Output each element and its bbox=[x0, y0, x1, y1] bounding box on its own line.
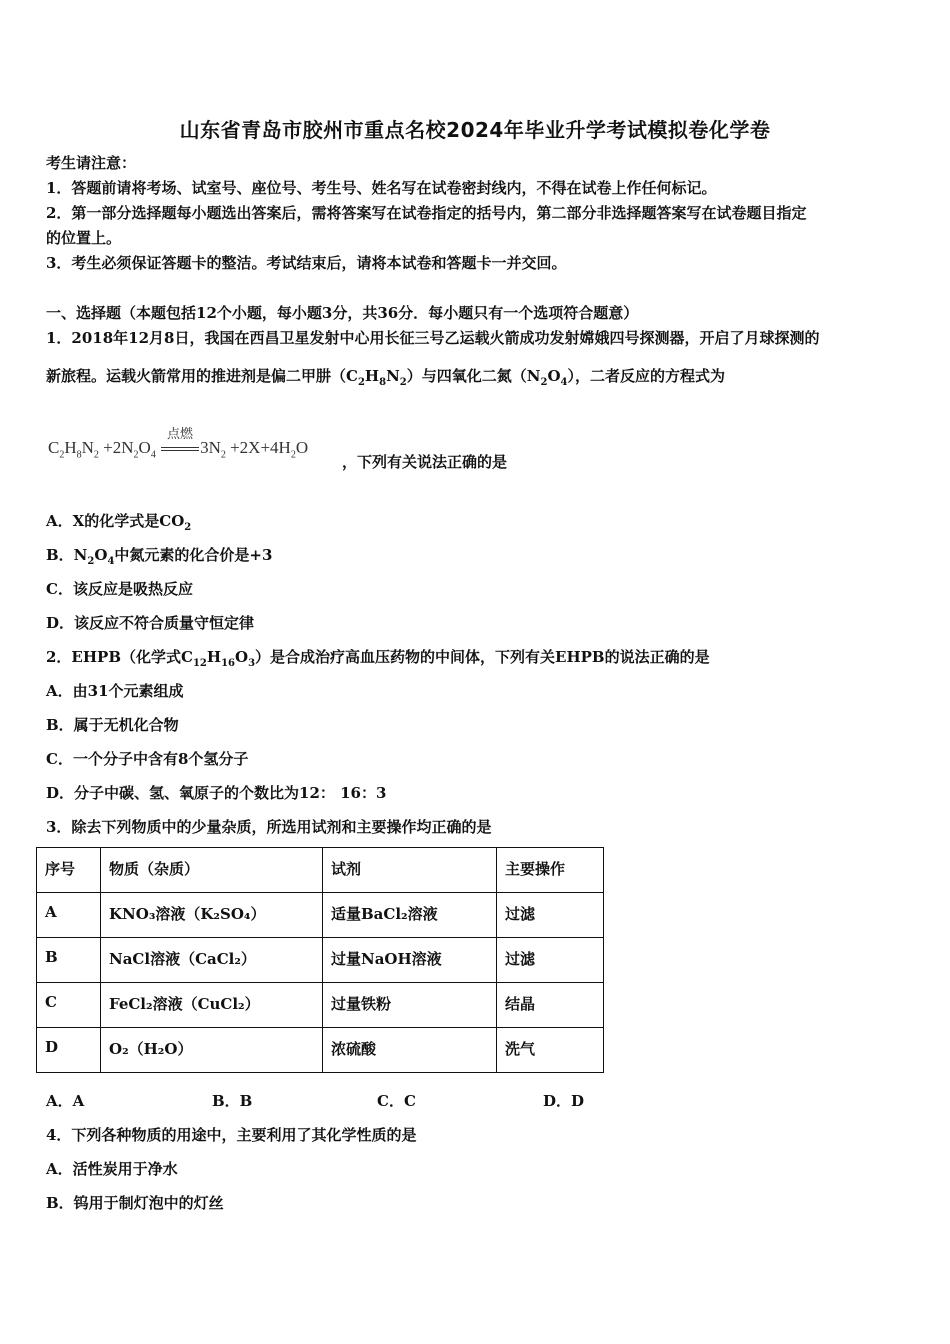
table-row bbox=[37, 1028, 604, 1073]
table-row bbox=[37, 938, 604, 983]
table-header: 序号 bbox=[37, 848, 101, 893]
notice-item: 2．第一部分选择题每小题选出答案后，需将答案写在试卷指定的括号内，第二部分非选择题答案写在试卷题目指定 bbox=[46, 204, 807, 222]
q2-option-c: C．一个分子中含有8个氢分子 bbox=[46, 750, 249, 768]
row-reagent: 浓硫酸 bbox=[323, 1028, 497, 1073]
row-operation: 洗气 bbox=[497, 1028, 604, 1073]
q3-answer-b: B．B bbox=[212, 1092, 253, 1110]
row-reagent: 适量BaCl₂溶液 bbox=[323, 893, 497, 938]
row-operation: 过滤 bbox=[497, 893, 604, 938]
notice-item: 3．考生必须保证答题卡的整洁。考试结束后，请将本试卷和答题卡一并交回。 bbox=[46, 254, 567, 272]
chemical-equation: $C_2H_8N_2 +2N_2O_4$ 点燃 $3N_2 +2X+4H_2O$ bbox=[48, 438, 308, 460]
row-substance: KNO₃溶液（K₂SO₄） bbox=[101, 893, 323, 938]
row-reagent: 过量NaOH溶液 bbox=[323, 938, 497, 983]
row-id: B bbox=[37, 938, 101, 983]
table-row bbox=[37, 893, 604, 938]
notice-item: 1．答题前请将考场、试室号、座位号、考生号、姓名写在试卷密封线内，不得在试卷上作任何标记。 bbox=[46, 179, 717, 197]
q2-option-d: D．分子中碳、氢、氧原子的个数比为12： 16：3 bbox=[46, 784, 387, 802]
q1-stem-line2: 新旅程。运载火箭常用的推进剂是偏二甲肼$(C_2H_8N_2)$与四氧化二氮$(N_2O_4)$，二者反应的方程式为 bbox=[46, 367, 726, 388]
table-header-row bbox=[37, 848, 604, 893]
q3-stem: 3．除去下列物质中的少量杂质，所选用试剂和主要操作均正确的是 bbox=[46, 818, 492, 836]
q3-table bbox=[36, 847, 604, 1073]
q2-option-a: A．由31个元素组成 bbox=[46, 682, 184, 700]
q1-option-b: B．$N_2O_4$中氮元素的化合价是+3 bbox=[46, 546, 273, 567]
q1-option-d: D．该反应不符合质量守恒定律 bbox=[46, 614, 255, 632]
q1-stem-tail: ，下列有关说法正确的是 bbox=[342, 453, 508, 471]
table-header: 试剂 bbox=[323, 848, 497, 893]
q3-answer-d: D．D bbox=[543, 1092, 585, 1110]
row-substance: FeCl₂溶液（CuCl₂） bbox=[101, 983, 323, 1028]
page-title: 山东省青岛市胶州市重点名校2024年毕业升学考试模拟卷化学卷 bbox=[179, 118, 771, 142]
q4-stem: 4．下列各种物质的用途中，主要利用了其化学性质的是 bbox=[46, 1126, 417, 1144]
q4-option-a: A．活性炭用于净水 bbox=[46, 1160, 178, 1178]
q3-answer-a: A．A bbox=[46, 1092, 85, 1110]
row-id: D bbox=[37, 1028, 101, 1073]
table-row bbox=[37, 983, 604, 1028]
q1-stem-line1: 1．2018年12月8日，我国在西昌卫星发射中心用长征三号乙运载火箭成功发射嫦娥四号探测器，开启了月球探测的 bbox=[46, 329, 820, 347]
row-operation: 结晶 bbox=[497, 983, 604, 1028]
q1-option-a: A．X的化学式是$CO_2$ bbox=[46, 512, 192, 533]
reaction-condition: 点燃 bbox=[167, 426, 194, 441]
row-operation: 过滤 bbox=[497, 938, 604, 983]
q1-option-c: C．该反应是吸热反应 bbox=[46, 580, 193, 598]
table-header: 主要操作 bbox=[497, 848, 604, 893]
notice-item: 的位置上。 bbox=[46, 229, 122, 247]
q2-option-b: B．属于无机化合物 bbox=[46, 716, 179, 734]
q4-option-b: B．钨用于制灯泡中的灯丝 bbox=[46, 1194, 224, 1212]
notice-heading: 考生请注意： bbox=[46, 154, 137, 172]
section-heading: 一、选择题（本题包括12个小题，每小题3分，共36分．每小题只有一个选项符合题意） bbox=[46, 304, 639, 322]
row-reagent: 过量铁粉 bbox=[323, 983, 497, 1028]
q2-stem: 2．EHPB（化学式$C_{12}H_{16}O_3$）是合成治疗高血压药物的中间体，下列有关EHPB的说法正确的是 bbox=[46, 648, 710, 669]
row-id: A bbox=[37, 893, 101, 938]
row-substance: O₂（H₂O） bbox=[101, 1028, 323, 1073]
row-substance: NaCl溶液（CaCl₂） bbox=[101, 938, 323, 983]
q3-answer-c: C．C bbox=[377, 1092, 416, 1110]
table-header: 物质（杂质） bbox=[101, 848, 323, 893]
row-id: C bbox=[37, 983, 101, 1028]
